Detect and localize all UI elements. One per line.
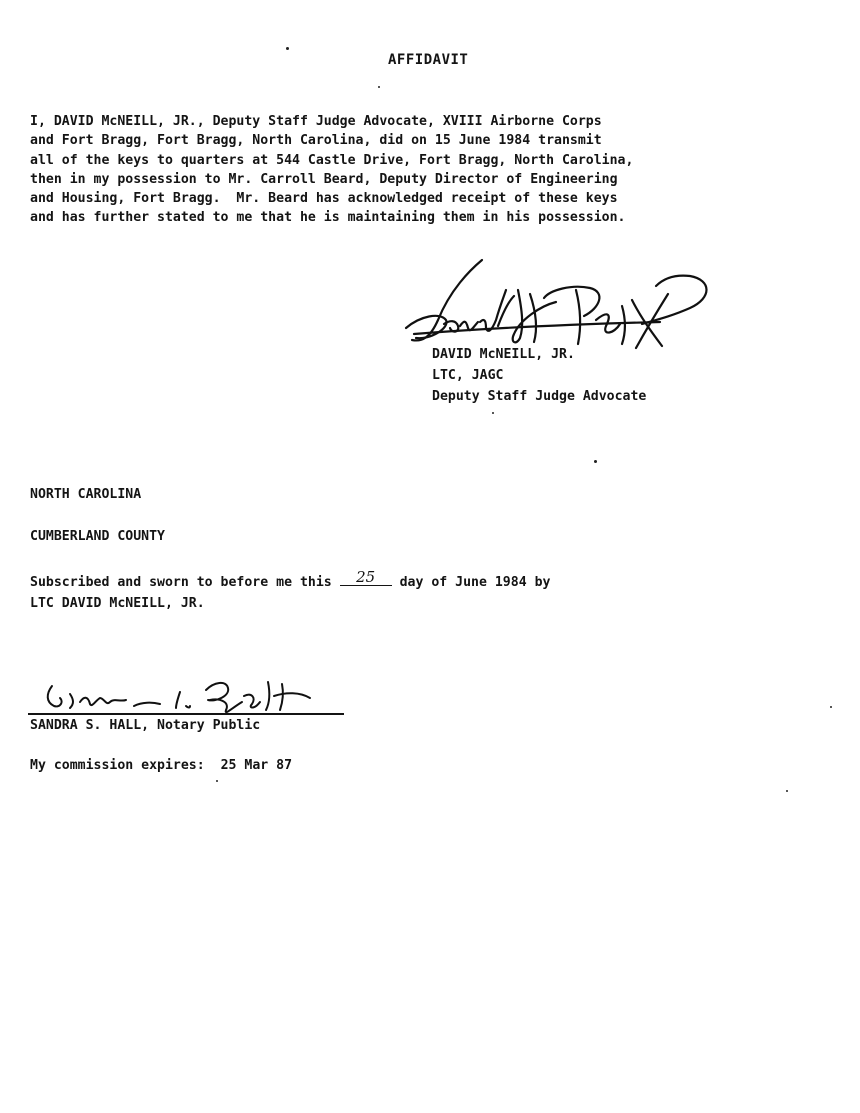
body-line: then in my possession to Mr. Carroll Beard, Deputy Director of Engineering bbox=[30, 171, 618, 187]
commission-label: My commission expires: bbox=[30, 758, 205, 773]
body-line: I, DAVID McNEILL, JR., Deputy Staff Judge Advocate, XVIII Airborne Corps bbox=[30, 114, 602, 129]
scan-speck bbox=[286, 47, 289, 50]
scan-speck bbox=[492, 412, 494, 414]
scan-speck bbox=[594, 460, 597, 463]
body-line: all of the keys to quarters at 544 Castle Drive, Fort Bragg, North Carolina, bbox=[30, 152, 634, 168]
affiant-name: DAVID McNEILL, JR. bbox=[432, 347, 575, 362]
affiant-position: Deputy Staff Judge Advocate bbox=[432, 389, 647, 404]
document-title: AFFIDAVIT bbox=[388, 52, 469, 68]
jurat bbox=[30, 568, 551, 614]
affiant-rank: LTC, JAGC bbox=[432, 368, 504, 383]
notary-signature-line bbox=[28, 713, 344, 715]
jurat-suffix: day of June 1984 by bbox=[391, 575, 551, 590]
scan-speck bbox=[786, 790, 788, 792]
body-line: and has further stated to me that he is maintaining them in his possession. bbox=[30, 210, 626, 226]
jurat-prefix: Subscribed and sworn to before me this bbox=[30, 575, 340, 590]
commission-expiry bbox=[30, 758, 292, 773]
scan-speck bbox=[830, 706, 832, 708]
commission-date: 25 Mar 87 bbox=[220, 758, 293, 773]
affiant-block bbox=[432, 344, 646, 407]
affidavit-body bbox=[30, 112, 842, 228]
venue-state: NORTH CAROLINA bbox=[30, 487, 142, 502]
notary-name: SANDRA S. HALL, Notary Public bbox=[30, 718, 261, 733]
venue-county: CUMBERLAND COUNTY bbox=[30, 529, 165, 544]
body-line: and Housing, Fort Bragg. Mr. Beard has acknowledged receipt of these keys bbox=[30, 191, 618, 207]
jurat-day: 25 bbox=[340, 569, 392, 586]
jurat-line2: LTC DAVID McNEILL, JR. bbox=[30, 596, 205, 611]
body-line: and Fort Bragg, Fort Bragg, North Carolina, did on 15 June 1984 transmit bbox=[30, 133, 602, 149]
scan-speck bbox=[216, 780, 218, 782]
scan-speck bbox=[378, 86, 380, 88]
